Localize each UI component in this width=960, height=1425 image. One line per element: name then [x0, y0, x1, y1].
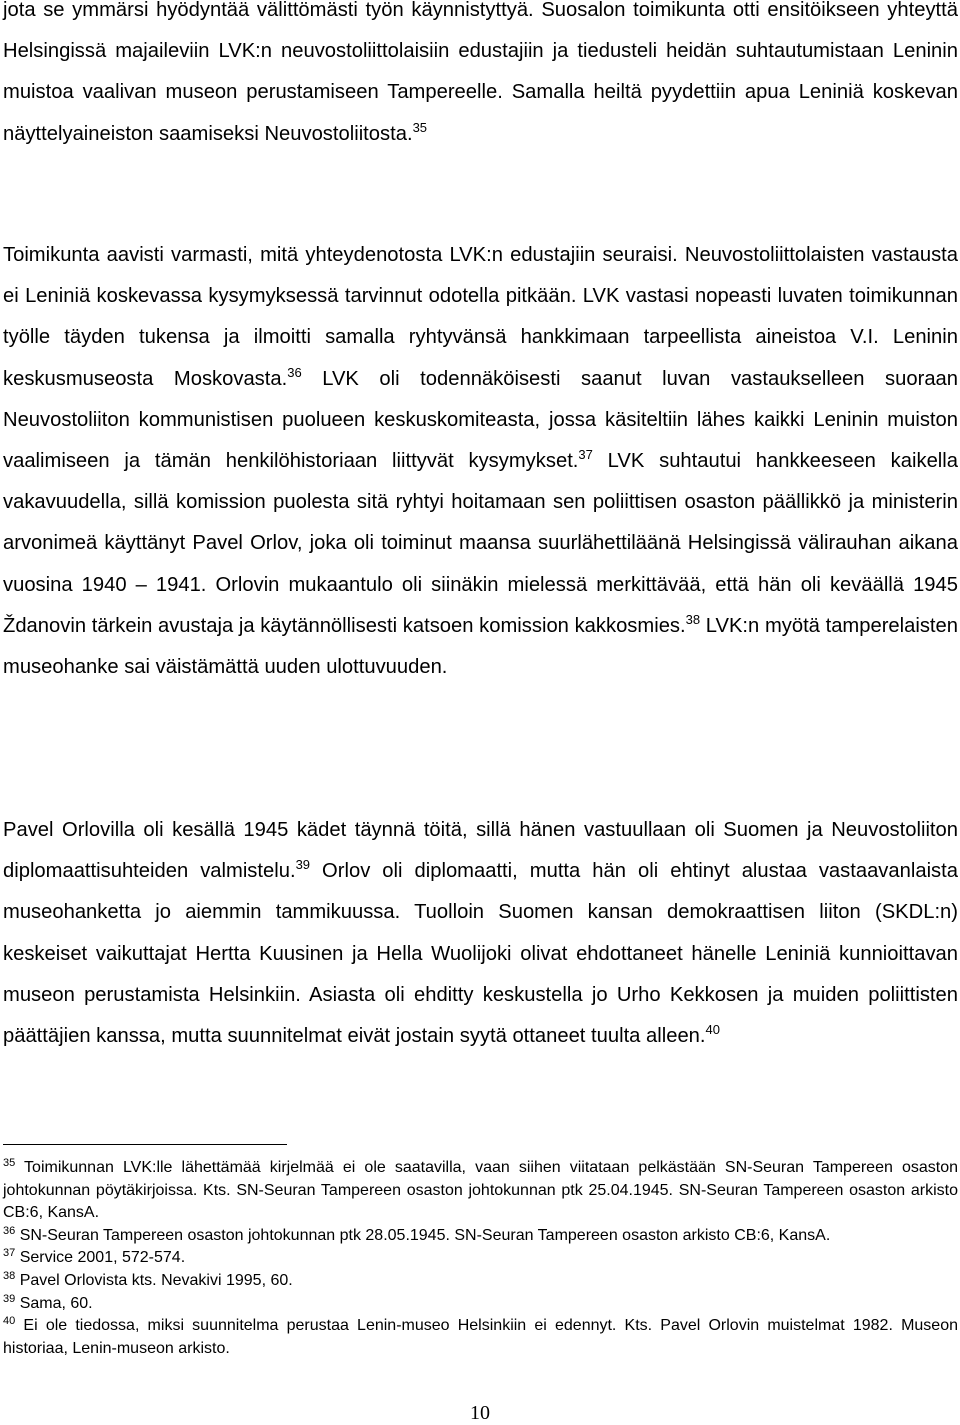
- paragraph-3: [3, 810, 958, 1057]
- paragraph-3-text-2: Orlov oli diplomaatti, mutta hän oli ehtinyt alustaa vastaavanlaista museohanketta jo aiemmin tammikuussa. Tuolloin Suomen kansan demokraattisen liiton (SKDL:n) keskeiset vaikuttajat Hertta Kuusinen ja Hella Wuolijoki olivat ehdottaneet hänelle Leniniä kunnioittavan museon perustamista Helsinkiin. Asiasta oli ehditty keskustella jo Urho Kekkosen ja muiden poliittisten päättäjien kanssa, mutta suunnitelmat eivät jostain syytä ottaneet tuulta alleen.: [3, 860, 958, 1048]
- paragraph-2-text-4: LVK:n myötä tamperelaisten museohanke sai väistämättä uuden ulottuvuuden.: [3, 614, 958, 679]
- footnote-text: Ei ole tiedossa, miksi suunnitelma perustaa Lenin-museo Helsinkiin ei edennyt. Kts. Pavel Orlovin muistelmat 1982. Museon historiaa, Lenin-museon arkisto.: [3, 1317, 958, 1357]
- paragraph-3-text-1: Pavel Orlovilla oli kesällä 1945 kädet täynnä töitä, sillä hänen vastuullaan oli Suomen ja Neuvostoliiton diplomaattisuhteiden valmistelu.: [3, 819, 958, 883]
- footnote-number: 36: [3, 1224, 16, 1237]
- footnote-number: 39: [3, 1292, 16, 1305]
- footnote-text: Toimikunnan LVK:lle lähettämää kirjelmää ei ole saatavilla, vaan siihen viitataan pelkästään SN-Seuran Tampereen osaston johtokunnan pöytäkirjoissa. Kts. SN-Seuran Tampereen osaston johtokunnan ptk 25.04.1945. SN-Seuran Tampereen osaston arkisto CB:6, KansA.: [3, 1159, 958, 1222]
- footnote-separator: [3, 1144, 287, 1145]
- footnote-38: [3, 1270, 958, 1293]
- footnote-ref-37: 37: [578, 447, 593, 463]
- footnote-37: [3, 1247, 958, 1270]
- footnote-text: Service 2001, 572-574.: [15, 1249, 186, 1267]
- footnote-number: 35: [3, 1157, 16, 1169]
- paragraph-2: [3, 235, 958, 688]
- footnote-number: 38: [3, 1269, 16, 1282]
- footnote-39: [3, 1293, 958, 1316]
- footnote-text: SN-Seuran Tampereen osaston johtokunnan ptk 28.05.1945. SN-Seuran Tampereen osaston arkisto CB:6, KansA.: [15, 1226, 831, 1244]
- page-number: 10: [470, 1402, 490, 1424]
- footnote-35: [3, 1157, 958, 1225]
- footnotes: [3, 1157, 958, 1360]
- paragraph-1-text: jota se ymmärsi hyödyntää välittömästi työn käynnistyttyä. Suosalon toimikunta otti ensitöikseen yhteyttä Helsingissä majaileviin LVK:n neuvostoliittolaisiin edustajiin ja tiedusteli heidän suhtautumistaan Leninin muistoa vaalivan museon perustamiseen Tampereelle. Samalla heiltä pyydettiin apua Leniniä koskevan näyttelyaineiston saamiseksi Neuvostoliitosta.: [3, 0, 958, 145]
- footnote-ref-39: 39: [295, 857, 311, 873]
- footnote-text: Sama, 60.: [15, 1294, 93, 1312]
- paragraph-1: [3, 0, 958, 155]
- footnote-ref-40: 40: [705, 1022, 720, 1038]
- paragraph-2-text-3: LVK suhtautui hankkeeseen kaikella vakavuudella, sillä komission puolesta sitä ryhtyi hoitamaan sen poliittisen osaston päällikkö ja ministerin arvonimeä käyttänyt Pavel Orlov, joka oli toiminut maansa suurlähettiläänä Helsingissä välirauhan aikana vuosina 1940 – 1941. Orlovin mukaantulo oli siinäkin mielessä merkittävää, että hän oli keväällä 1945 Ždanovin tärkein avustaja ja käytännöllisesti katsoen komission kakkosmies.: [3, 450, 959, 637]
- footnote-ref-38: 38: [685, 611, 701, 627]
- footnote-ref-36: 36: [287, 364, 302, 380]
- paragraph-2-text-2: LVK oli todennäköisesti saanut luvan vastaukselleen suoraan Neuvostoliiton kommunistisen puolueen keskuskomiteasta, jossa käsiteltiin lähes kaikki Leninin muiston vaalimiseen ja tämän henkilöhistoriaan liittyvät kysymykset.: [3, 367, 958, 473]
- footnote-ref-35: 35: [412, 119, 428, 135]
- footnote-text: Pavel Orlovista kts. Nevakivi 1995, 60.: [15, 1271, 293, 1289]
- footnote-number: 40: [3, 1315, 16, 1328]
- paragraph-2-text-1: Toimikunta aavisti varmasti, mitä yhteydenotosta LVK:n edustajiin seuraisi. Neuvostoliittolaisten vastausta ei Leniniä koskevassa kysymyksessä tarvinnut odotella pitkään. LVK vastasi nopeasti luvaten toimikunnan työlle täyden tukensa ja ilmoitti samalla ryhtyvänsä hankkimaan tarpeellista aineistoa V.I. Leninin keskusmuseosta Moskovasta.: [3, 244, 958, 390]
- footnote-40: [3, 1315, 958, 1360]
- footnote-number: 37: [3, 1247, 16, 1260]
- footnote-36: [3, 1225, 958, 1248]
